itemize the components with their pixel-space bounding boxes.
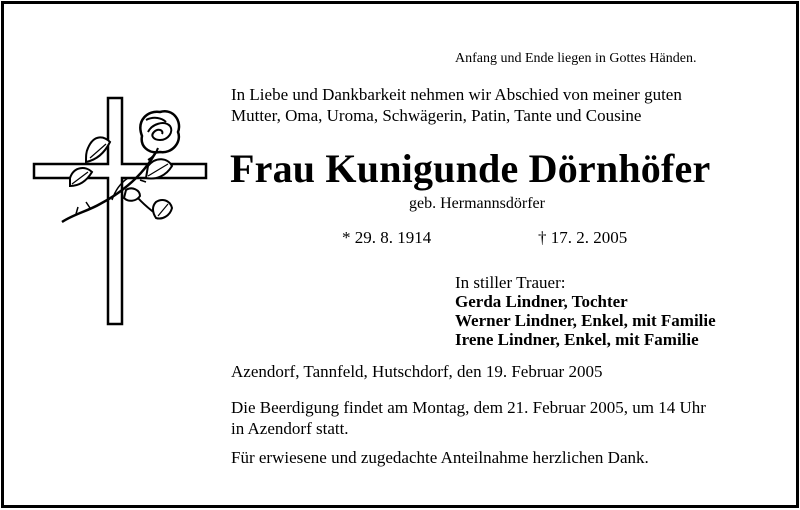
motto: Anfang und Ende liegen in Gottes Händen. [455, 51, 697, 66]
funeral-info [231, 397, 706, 439]
intro-line: In Liebe und Dankbarkeit nehmen wir Abschied von meiner guten [231, 85, 682, 104]
death-date: † 17. 2. 2005 [538, 228, 628, 247]
intro-text [231, 84, 682, 126]
mourners-block [455, 273, 716, 349]
thanks-text: Für erwiesene und zugedachte Anteilnahme herzlichen Dank. [231, 448, 649, 467]
place-and-date: Azendorf, Tannfeld, Hutschdorf, den 19. Februar 2005 [231, 362, 603, 381]
funeral-line: Die Beerdigung findet am Montag, dem 21. Februar 2005, um 14 Uhr [231, 398, 706, 417]
obituary-notice [1, 1, 799, 508]
intro-line: Mutter, Oma, Uroma, Schwägerin, Patin, Tante und Cousine [231, 106, 642, 125]
mourner-name: Werner Lindner, Enkel, mit Familie [455, 311, 716, 330]
deceased-name: Frau Kunigunde Dörnhöfer [230, 146, 711, 191]
mourning-heading: In stiller Trauer: [455, 273, 566, 292]
cross-with-rose-icon [30, 96, 220, 326]
mourner-name: Gerda Lindner, Tochter [455, 292, 628, 311]
mourner-name: Irene Lindner, Enkel, mit Familie [455, 330, 699, 349]
funeral-line: in Azendorf statt. [231, 419, 349, 438]
birth-date: * 29. 8. 1914 [342, 228, 432, 247]
maiden-name: geb. Hermannsdörfer [409, 195, 545, 212]
